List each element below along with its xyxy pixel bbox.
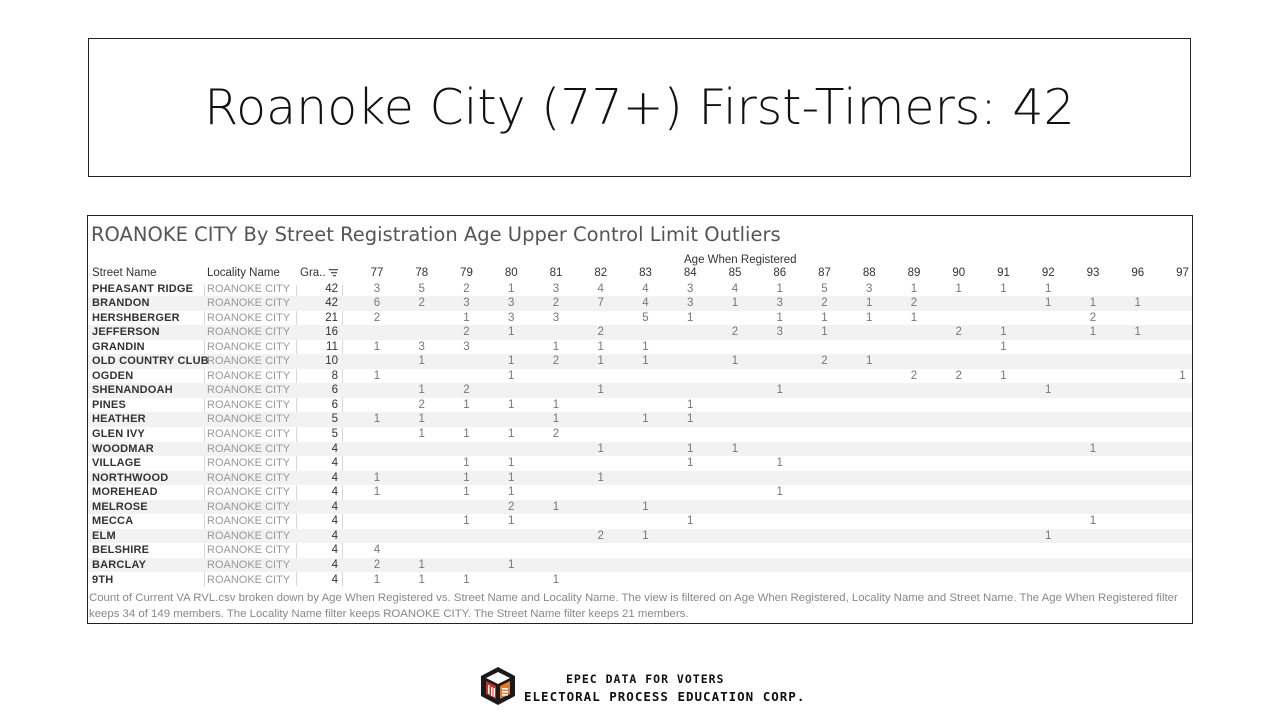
- locality-name-cell: ROANOKE CITY: [207, 457, 291, 470]
- count-cell: 1: [687, 311, 694, 324]
- count-cell: 1: [418, 413, 425, 426]
- count-cell: 3: [508, 297, 515, 310]
- grand-total-cell: 4: [331, 515, 338, 528]
- count-cell: 2: [910, 369, 918, 382]
- table-row: [88, 412, 1192, 427]
- count-cell: 4: [597, 282, 604, 295]
- count-cell: 1: [508, 428, 515, 440]
- count-cell: 1: [463, 471, 470, 484]
- count-cell: 1: [731, 297, 739, 310]
- count-cell: 4: [373, 544, 381, 557]
- count-cell: 1: [687, 413, 694, 426]
- slide-title: Roanoke City (77+) First-Timers: 42: [204, 79, 1075, 136]
- table-row: [88, 456, 1192, 471]
- count-cell: 1: [821, 326, 828, 339]
- count-cell: 1: [463, 428, 470, 440]
- grand-total-cell: 4: [331, 558, 338, 571]
- count-cell: 4: [642, 297, 649, 310]
- count-cell: 2: [552, 428, 560, 440]
- locality-name-cell: ROANOKE CITY: [207, 355, 291, 368]
- count-cell: 3: [463, 297, 470, 310]
- table-row: [88, 485, 1192, 500]
- locality-name-cell: ROANOKE CITY: [207, 500, 291, 513]
- count-cell: 1: [1045, 529, 1052, 542]
- count-cell: 1: [687, 398, 694, 411]
- count-cell: 1: [463, 573, 470, 586]
- count-cell: 2: [1089, 311, 1097, 324]
- count-cell: 2: [597, 529, 604, 542]
- count-cell: 1: [418, 428, 425, 440]
- count-cell: 1: [776, 384, 783, 397]
- table-row: [88, 296, 1192, 311]
- grand-total-cell: 21: [325, 311, 338, 324]
- age-header-77[interactable]: 77: [370, 267, 384, 279]
- age-header-84[interactable]: 84: [683, 267, 697, 279]
- count-cell: 1: [731, 442, 739, 455]
- count-cell: 2: [463, 384, 470, 397]
- count-cell: 2: [597, 326, 604, 339]
- count-cell: 1: [1045, 384, 1052, 397]
- count-cell: 1: [866, 355, 873, 368]
- count-cell: 1: [508, 326, 515, 339]
- street-name-cell: 9TH: [92, 573, 114, 586]
- grand-total-cell: 6: [331, 398, 338, 411]
- count-cell: 3: [373, 282, 381, 295]
- grand-total-cell: 4: [331, 457, 338, 470]
- street-name-cell: HEATHER: [92, 413, 146, 426]
- count-cell: 1: [508, 398, 515, 411]
- age-header-80[interactable]: 80: [504, 267, 518, 279]
- grand-total-cell: 8: [331, 369, 338, 382]
- count-cell: 1: [776, 282, 783, 295]
- table-row: [88, 573, 1192, 588]
- count-cell: 1: [463, 457, 470, 470]
- count-cell: 2: [463, 326, 470, 339]
- count-cell: 1: [373, 486, 381, 499]
- street-name-cell: MECCA: [92, 515, 134, 528]
- count-cell: 1: [1134, 297, 1141, 310]
- logo-wordmark: [524, 671, 805, 705]
- count-cell: 1: [552, 413, 560, 426]
- age-header-85[interactable]: 85: [728, 267, 742, 279]
- grand-total-cell: 4: [331, 442, 338, 455]
- locality-name-cell: ROANOKE CITY: [207, 573, 291, 586]
- age-header-91[interactable]: 91: [997, 267, 1010, 279]
- grand-total-header[interactable]: [300, 267, 338, 281]
- table-row: [88, 340, 1192, 355]
- count-cell: 1: [687, 442, 694, 455]
- count-cell: 4: [642, 282, 649, 295]
- count-cell: 1: [1045, 282, 1052, 295]
- table-row: [88, 325, 1192, 340]
- sort-descending-icon[interactable]: [329, 268, 338, 277]
- count-cell: 1: [552, 573, 560, 586]
- street-name-cell: MELROSE: [92, 500, 148, 513]
- count-cell: 1: [1000, 369, 1007, 382]
- count-cell: 1: [597, 442, 604, 455]
- street-name-cell: SHENANDOAH: [92, 384, 173, 397]
- cube-logo-icon: [480, 666, 516, 706]
- age-header-93[interactable]: 93: [1086, 267, 1100, 279]
- locality-name-cell: ROANOKE CITY: [207, 471, 291, 484]
- street-name-cell: WOODMAR: [92, 442, 154, 455]
- count-cell: 1: [463, 398, 470, 411]
- table-row: [88, 442, 1192, 457]
- locality-name-cell: ROANOKE CITY: [207, 413, 291, 426]
- locality-name-cell: ROANOKE CITY: [207, 297, 291, 310]
- count-cell: 6: [373, 297, 381, 310]
- count-cell: 1: [1089, 442, 1097, 455]
- locality-name-cell: ROANOKE CITY: [207, 529, 291, 542]
- locality-name-cell: ROANOKE CITY: [207, 340, 291, 353]
- count-cell: 2: [373, 311, 381, 324]
- locality-name-cell: ROANOKE CITY: [207, 398, 291, 411]
- count-cell: 1: [508, 471, 515, 484]
- logo-line-1: EPEC DATA FOR VOTERS: [566, 672, 725, 686]
- grand-total-cell: 11: [326, 340, 338, 353]
- grand-total-cell: 42: [325, 297, 338, 310]
- count-cell: 2: [910, 297, 918, 310]
- slide-title-box: [88, 38, 1191, 177]
- count-cell: 1: [1000, 326, 1007, 339]
- count-cell: 1: [687, 457, 694, 470]
- count-cell: 1: [373, 573, 381, 586]
- count-cell: 1: [373, 413, 381, 426]
- count-cell: 1: [910, 282, 918, 295]
- table-row: [88, 383, 1192, 398]
- locality-name-cell: ROANOKE CITY: [207, 326, 291, 339]
- count-cell: 1: [1089, 326, 1097, 339]
- count-cell: 2: [508, 500, 515, 513]
- table-row: [88, 354, 1192, 369]
- count-cell: 3: [463, 340, 470, 353]
- count-cell: 1: [776, 457, 783, 470]
- count-cell: 1: [1134, 326, 1141, 339]
- logo-line-2: ELECTORAL PROCESS EDUCATION CORP.: [524, 689, 806, 704]
- age-header-92[interactable]: 92: [1041, 267, 1055, 279]
- count-cell: 1: [552, 398, 560, 411]
- count-cell: 1: [687, 515, 694, 528]
- age-header-81[interactable]: 81: [549, 267, 563, 279]
- age-header-83[interactable]: 83: [639, 267, 652, 279]
- count-cell: 2: [955, 326, 962, 339]
- table-row: [88, 398, 1192, 413]
- count-cell: 1: [508, 558, 515, 571]
- table-row: [88, 500, 1192, 515]
- count-cell: 2: [731, 326, 739, 339]
- locality-name-cell: ROANOKE CITY: [207, 311, 291, 324]
- count-cell: 2: [418, 297, 425, 310]
- table-row: [88, 471, 1192, 486]
- count-cell: 1: [597, 384, 604, 397]
- age-header-88[interactable]: 88: [862, 267, 876, 279]
- count-cell: 1: [866, 311, 873, 324]
- age-header-97[interactable]: 97: [1176, 267, 1189, 279]
- street-name-cell: NORTHWOOD: [92, 471, 169, 484]
- count-cell: 2: [418, 398, 425, 411]
- age-column-header: Age When Registered: [684, 254, 797, 266]
- age-header-87[interactable]: 87: [818, 267, 831, 279]
- age-header-90[interactable]: 90: [952, 267, 966, 279]
- count-cell: 2: [373, 558, 381, 571]
- count-cell: 5: [642, 311, 649, 324]
- street-name-cell: VILLAGE: [92, 457, 142, 470]
- locality-name-header[interactable]: Locality Name: [207, 267, 280, 279]
- table-row: [88, 427, 1192, 442]
- grand-total-cell: 4: [331, 500, 338, 513]
- count-cell: 1: [821, 311, 828, 324]
- table-row: [88, 558, 1192, 573]
- street-name-cell: BELSHIRE: [92, 544, 150, 557]
- count-cell: 1: [463, 515, 470, 528]
- table-row: [88, 369, 1192, 384]
- count-cell: 1: [1045, 297, 1052, 310]
- grand-total-header-label: Gra..: [300, 267, 326, 279]
- grand-total-cell: 4: [331, 573, 338, 586]
- count-cell: 2: [955, 369, 962, 382]
- count-cell: 1: [508, 369, 515, 382]
- count-cell: 1: [1089, 515, 1097, 528]
- grand-total-cell: 16: [325, 326, 338, 339]
- age-header-86[interactable]: 86: [773, 267, 787, 279]
- count-cell: 1: [463, 486, 470, 499]
- count-cell: 1: [418, 384, 425, 397]
- count-cell: 1: [373, 471, 381, 484]
- count-cell: 1: [642, 500, 649, 513]
- street-name-cell: OLD COUNTRY CLUB: [92, 355, 209, 368]
- grand-total-cell: 4: [331, 471, 338, 484]
- age-header-89[interactable]: 89: [907, 267, 921, 279]
- age-header-96[interactable]: 96: [1131, 267, 1145, 279]
- count-cell: 1: [418, 355, 425, 368]
- street-name-cell: ELM: [92, 529, 116, 542]
- count-cell: 2: [821, 355, 828, 368]
- count-cell: 1: [866, 297, 873, 310]
- count-cell: 1: [508, 355, 515, 368]
- table-row: [88, 311, 1192, 326]
- count-cell: 3: [552, 282, 560, 295]
- count-cell: 1: [642, 529, 649, 542]
- locality-name-cell: ROANOKE CITY: [207, 428, 291, 440]
- street-name-header[interactable]: Street Name: [92, 267, 157, 279]
- grand-total-cell: 4: [331, 544, 338, 557]
- count-cell: 1: [597, 340, 604, 353]
- locality-name-cell: ROANOKE CITY: [207, 558, 291, 571]
- locality-name-cell: ROANOKE CITY: [207, 544, 291, 557]
- locality-name-cell: ROANOKE CITY: [207, 369, 291, 382]
- street-name-cell: BRANDON: [92, 297, 150, 310]
- count-cell: 1: [508, 486, 515, 499]
- count-cell: 1: [642, 355, 649, 368]
- count-cell: 3: [508, 311, 515, 324]
- locality-name-cell: ROANOKE CITY: [207, 486, 291, 499]
- count-cell: 2: [463, 282, 470, 295]
- locality-name-cell: ROANOKE CITY: [207, 442, 291, 455]
- count-cell: 3: [418, 340, 425, 353]
- count-cell: 3: [866, 282, 873, 295]
- street-name-cell: MOREHEAD: [92, 486, 158, 499]
- table-row: [88, 543, 1192, 558]
- street-name-cell: JEFFERSON: [92, 326, 160, 339]
- age-header-78[interactable]: 78: [415, 267, 429, 279]
- count-cell: 1: [463, 311, 470, 324]
- count-cell: 2: [552, 355, 560, 368]
- count-cell: 3: [776, 326, 783, 339]
- count-cell: 1: [1179, 369, 1186, 382]
- grand-total-cell: 42: [325, 282, 338, 295]
- count-cell: 1: [1089, 297, 1097, 310]
- count-cell: 1: [731, 355, 739, 368]
- grand-total-cell: 5: [331, 413, 338, 426]
- count-cell: 3: [776, 297, 783, 310]
- table-row: [88, 529, 1192, 544]
- count-cell: 1: [1000, 340, 1007, 353]
- table-row: [88, 282, 1192, 297]
- locality-name-cell: ROANOKE CITY: [207, 384, 291, 397]
- count-cell: 3: [552, 311, 560, 324]
- count-cell: 1: [552, 340, 560, 353]
- count-cell: 1: [418, 558, 425, 571]
- grand-total-cell: 10: [325, 355, 338, 368]
- crosstab-panel: [87, 215, 1193, 624]
- street-name-cell: GRANDIN: [92, 340, 145, 353]
- count-cell: 1: [642, 413, 649, 426]
- count-cell: 3: [687, 282, 694, 295]
- viz-title: ROANOKE CITY By Street Registration Age Upper Control Limit Outliers: [91, 223, 781, 246]
- street-name-cell: PHEASANT RIDGE: [92, 282, 194, 295]
- age-header-79[interactable]: 79: [460, 267, 473, 279]
- street-name-cell: GLEN IVY: [92, 428, 145, 440]
- grand-total-cell: 5: [331, 428, 338, 440]
- street-name-cell: BARCLAY: [92, 558, 147, 571]
- age-header-82[interactable]: 82: [594, 267, 608, 279]
- count-cell: 1: [508, 457, 515, 470]
- count-cell: 1: [910, 311, 918, 324]
- count-cell: 7: [597, 297, 604, 310]
- count-cell: 1: [597, 355, 604, 368]
- count-cell: 1: [597, 471, 604, 484]
- street-name-cell: HERSHBERGER: [92, 311, 180, 324]
- count-cell: 3: [687, 297, 694, 310]
- count-cell: 1: [418, 573, 425, 586]
- count-cell: 1: [373, 369, 381, 382]
- count-cell: 1: [776, 486, 783, 499]
- count-cell: 1: [552, 500, 560, 513]
- locality-name-cell: ROANOKE CITY: [207, 515, 291, 528]
- count-cell: 1: [955, 282, 962, 295]
- count-cell: 2: [821, 297, 828, 310]
- count-cell: 5: [821, 282, 828, 295]
- count-cell: 4: [731, 282, 739, 295]
- count-cell: 1: [508, 515, 515, 528]
- count-cell: 2: [552, 297, 560, 310]
- viz-caption: Count of Current VA RVL.csv broken down by Age When Registered vs. Street Name and Locality Name. The view is filtered on Age When Registered, Locality Name and Street Name. The Age When Registered filter keeps 34 of 149 members. The Locality Name filter keeps ROANOKE CITY. The Street Name filter keeps 21 members.: [89, 592, 1178, 620]
- locality-name-cell: ROANOKE CITY: [207, 282, 291, 295]
- street-name-cell: PINES: [92, 398, 127, 411]
- count-cell: 5: [418, 282, 425, 295]
- count-cell: 1: [642, 340, 649, 353]
- count-cell: 1: [1000, 282, 1007, 295]
- count-cell: 1: [776, 311, 783, 324]
- grand-total-cell: 4: [331, 486, 338, 499]
- count-cell: 1: [508, 282, 515, 295]
- grand-total-cell: 6: [331, 384, 338, 397]
- count-cell: 1: [373, 340, 381, 353]
- grand-total-cell: 4: [331, 529, 338, 542]
- street-name-cell: OGDEN: [92, 369, 134, 382]
- table-row: [88, 514, 1192, 529]
